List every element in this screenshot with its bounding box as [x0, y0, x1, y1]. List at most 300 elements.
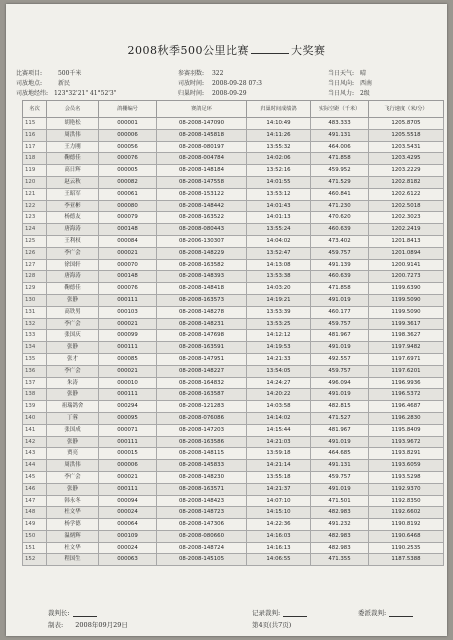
- distance-cell: 460.177: [311, 306, 369, 318]
- arrival-time-cell: 14:21:14: [247, 460, 311, 472]
- signature-line: [283, 616, 307, 617]
- rank-cell: 116: [23, 129, 47, 141]
- arrival-time-cell: 13:55:18: [247, 471, 311, 483]
- loft-number-cell: 000001: [99, 118, 157, 130]
- return-time-value: 2008-09-29: [211, 90, 247, 97]
- rank-cell: 122: [23, 200, 47, 212]
- loft-number-cell: 000082: [99, 176, 157, 188]
- rank-cell: 136: [23, 365, 47, 377]
- arrival-time-cell: 14:01:13: [247, 212, 311, 224]
- rank-cell: 119: [23, 165, 47, 177]
- speed-cell: 1197.6971: [369, 353, 444, 365]
- member-name-cell: 张静: [47, 436, 99, 448]
- race-name-label: 比赛项目:: [16, 70, 43, 77]
- arrival-time-cell: 14:10:49: [247, 118, 311, 130]
- release-time-value: 2008-09-28 07:3: [211, 80, 262, 87]
- wind-force-info: [328, 88, 370, 97]
- arrival-time-cell: 14:15:44: [247, 424, 311, 436]
- distance-cell: 491.139: [311, 259, 369, 271]
- speed-cell: 1193.5298: [369, 471, 444, 483]
- rank-cell: 123: [23, 212, 47, 224]
- distance-cell: 482.983: [311, 507, 369, 519]
- member-name-cell: 张静: [47, 342, 99, 354]
- results-table-body: [23, 118, 444, 566]
- rank-cell: 133: [23, 330, 47, 342]
- loft-number-cell: 000294: [99, 401, 157, 413]
- distance-cell: 491.019: [311, 389, 369, 401]
- column-header: 会员名: [47, 101, 99, 118]
- return-time-label: 归巢时间:: [178, 90, 205, 97]
- member-name-cell: 王昭军: [47, 188, 99, 200]
- loft-number-cell: 000056: [99, 141, 157, 153]
- speed-cell: 1190.8192: [369, 519, 444, 531]
- rank-cell: 127: [23, 259, 47, 271]
- arrival-time-cell: 14:16:03: [247, 530, 311, 542]
- loft-number-cell: 000070: [99, 259, 157, 271]
- ring-number-cell: 08-2008-163587: [157, 389, 247, 401]
- ring-number-cell: 08-2008-148184: [157, 165, 247, 177]
- rank-cell: 152: [23, 554, 47, 566]
- page-title: [6, 42, 447, 58]
- loft-number-cell: 000148: [99, 224, 157, 236]
- speed-cell: 1198.3627: [369, 330, 444, 342]
- rank-cell: 121: [23, 188, 47, 200]
- arrival-time-cell: 13:52:47: [247, 247, 311, 259]
- recorder-label: 记录裁判:: [252, 609, 281, 617]
- ring-number-cell: 08-2008-148229: [157, 247, 247, 259]
- rank-cell: 115: [23, 118, 47, 130]
- table-row: [23, 330, 444, 342]
- member-name-cell: 李广会: [47, 471, 99, 483]
- loft-number-cell: 000015: [99, 448, 157, 460]
- results-sheet: [6, 4, 447, 636]
- loft-number-cell: 000021: [99, 365, 157, 377]
- distance-cell: 491.131: [311, 460, 369, 472]
- member-name-cell: 周洪伟: [47, 460, 99, 472]
- table-row: [23, 165, 444, 177]
- entries-info: [178, 68, 223, 77]
- distance-cell: 491.019: [311, 436, 369, 448]
- table-row: [23, 271, 444, 283]
- rank-cell: 128: [23, 271, 47, 283]
- speed-cell: 1201.8413: [369, 235, 444, 247]
- arrival-time-cell: 13:53:38: [247, 271, 311, 283]
- loft-number-cell: 000076: [99, 283, 157, 295]
- column-header: 鸽棚编号: [99, 101, 157, 118]
- ring-number-cell: 08-2008-163586: [157, 436, 247, 448]
- rank-cell: 145: [23, 471, 47, 483]
- ring-number-cell: 08-2008-148227: [157, 365, 247, 377]
- rank-cell: 126: [23, 247, 47, 259]
- table-row: [23, 401, 444, 413]
- member-name-cell: 贾亮: [47, 448, 99, 460]
- distance-cell: 491.019: [311, 342, 369, 354]
- wind-direction-label: 当日风向:: [328, 80, 355, 87]
- speed-cell: 1199.3617: [369, 318, 444, 330]
- distance-cell: 482.983: [311, 530, 369, 542]
- distance-cell: 491.232: [311, 519, 369, 531]
- arrival-time-cell: 14:04:02: [247, 235, 311, 247]
- loft-number-cell: 000064: [99, 519, 157, 531]
- ring-number-cell: 08-2008-145105: [157, 554, 247, 566]
- distance-cell: 482.983: [311, 542, 369, 554]
- member-name-cell: 鞠德佳: [47, 283, 99, 295]
- table-row: [23, 519, 444, 531]
- ring-number-cell: 08-2008-148393: [157, 271, 247, 283]
- rank-cell: 138: [23, 389, 47, 401]
- speed-cell: 1202.6122: [369, 188, 444, 200]
- distance-cell: 471.501: [311, 495, 369, 507]
- member-name-cell: 李广会: [47, 247, 99, 259]
- distance-cell: 471.858: [311, 153, 369, 165]
- member-name-cell: 温炳辉: [47, 530, 99, 542]
- loft-number-cell: 000084: [99, 235, 157, 247]
- distance-cell: 491.131: [311, 129, 369, 141]
- ring-number-cell: 08-2008-148230: [157, 471, 247, 483]
- loft-number-cell: 000005: [99, 165, 157, 177]
- table-row: [23, 542, 444, 554]
- speed-cell: 1200.9141: [369, 259, 444, 271]
- speed-cell: 1202.8182: [369, 176, 444, 188]
- speed-cell: 1199.5090: [369, 294, 444, 306]
- ring-number-cell: 08-2008-145833: [157, 460, 247, 472]
- distance-cell: 459.952: [311, 165, 369, 177]
- loft-number-cell: 000024: [99, 507, 157, 519]
- ring-number-cell: 08-2008-148423: [157, 495, 247, 507]
- ring-number-cell: 08-2008-080443: [157, 224, 247, 236]
- arrival-time-cell: 13:55:32: [247, 141, 311, 153]
- rank-cell: 118: [23, 153, 47, 165]
- member-name-cell: 王利权: [47, 235, 99, 247]
- member-name-cell: 张静: [47, 294, 99, 306]
- loft-number-cell: 000111: [99, 342, 157, 354]
- committee-signature: [358, 608, 413, 617]
- distance-cell: 464.006: [311, 141, 369, 153]
- table-row: [23, 141, 444, 153]
- table-row: [23, 483, 444, 495]
- member-name-cell: 王力刚: [47, 141, 99, 153]
- speed-cell: 1193.8291: [369, 448, 444, 460]
- member-name-cell: 杨学德: [47, 519, 99, 531]
- ring-number-cell: 08-2008-148278: [157, 306, 247, 318]
- wind-direction-info: [328, 78, 372, 87]
- member-name-cell: 李广会: [47, 318, 99, 330]
- rank-cell: 148: [23, 507, 47, 519]
- member-name-cell: 朱涛: [47, 377, 99, 389]
- speed-cell: 1205.8705: [369, 118, 444, 130]
- rank-cell: 146: [23, 483, 47, 495]
- column-header: 名次: [23, 101, 47, 118]
- speed-cell: 1197.9482: [369, 342, 444, 354]
- arrival-time-cell: 14:24:27: [247, 377, 311, 389]
- arrival-time-cell: 14:15:10: [247, 507, 311, 519]
- ring-number-cell: 08-2008-147951: [157, 353, 247, 365]
- speed-cell: 1196.9936: [369, 377, 444, 389]
- rank-cell: 120: [23, 176, 47, 188]
- loft-number-cell: 000109: [99, 530, 157, 542]
- speed-cell: 1201.0894: [369, 247, 444, 259]
- loft-number-cell: 000111: [99, 483, 157, 495]
- race-name-info: [16, 68, 81, 77]
- table-header-row: [23, 101, 444, 118]
- arrival-time-cell: 13:53:39: [247, 306, 311, 318]
- arrival-time-cell: 14:19:53: [247, 342, 311, 354]
- speed-cell: 1190.6468: [369, 530, 444, 542]
- table-row: [23, 212, 444, 224]
- column-header: 归巢时间成绩鸽: [247, 101, 311, 118]
- ring-number-cell: 08-2008-163571: [157, 483, 247, 495]
- speed-cell: 1196.2830: [369, 412, 444, 424]
- distance-cell: 481.967: [311, 330, 369, 342]
- speed-cell: 1196.4687: [369, 401, 444, 413]
- member-name-cell: 杜文华: [47, 507, 99, 519]
- speed-cell: 1193.6059: [369, 460, 444, 472]
- ring-number-cell: 08-2008-148724: [157, 542, 247, 554]
- signature-line: [389, 616, 413, 617]
- member-name-cell: 周洪伟: [47, 129, 99, 141]
- signature-line: [73, 616, 97, 617]
- table-row: [23, 176, 444, 188]
- arrival-time-cell: 14:03:58: [247, 401, 311, 413]
- column-header: 飞行速度（米/分）: [369, 101, 444, 118]
- committee-label: 委派裁判:: [358, 609, 387, 617]
- arrival-time-cell: 13:54:05: [247, 365, 311, 377]
- loft-number-cell: 000079: [99, 212, 157, 224]
- loft-number-cell: 000021: [99, 471, 157, 483]
- distance-cell: 496.094: [311, 377, 369, 389]
- rank-cell: 150: [23, 530, 47, 542]
- loft-number-cell: 000103: [99, 306, 157, 318]
- table-row: [23, 129, 444, 141]
- speed-cell: 1193.9672: [369, 436, 444, 448]
- table-row: [23, 247, 444, 259]
- rank-cell: 142: [23, 436, 47, 448]
- loft-number-cell: 000063: [99, 554, 157, 566]
- release-place-value: 新民: [57, 80, 70, 87]
- ring-number-cell: 08-2008-148442: [157, 200, 247, 212]
- maker-date: 2008年09月29日: [75, 621, 128, 629]
- table-row: [23, 342, 444, 354]
- speed-cell: 1192.9370: [369, 483, 444, 495]
- ring-number-cell: 08-2008-121283: [157, 401, 247, 413]
- ring-number-cell: 08-2008-148418: [157, 283, 247, 295]
- speed-cell: 1200.7273: [369, 271, 444, 283]
- loft-number-cell: 000006: [99, 460, 157, 472]
- distance-cell: 471.858: [311, 283, 369, 295]
- table-row: [23, 224, 444, 236]
- table-row: [23, 554, 444, 566]
- distance-cell: 491.019: [311, 483, 369, 495]
- speed-cell: 1203.2229: [369, 165, 444, 177]
- member-name-cell: 李亚彬: [47, 200, 99, 212]
- member-name-cell: 韩永冬: [47, 495, 99, 507]
- loft-number-cell: 000111: [99, 436, 157, 448]
- distance-cell: 471.529: [311, 176, 369, 188]
- distance-cell: 459.757: [311, 318, 369, 330]
- ring-number-cell: 08-2008-145818: [157, 129, 247, 141]
- release-coords-info: [16, 88, 117, 97]
- table-row: [23, 259, 444, 271]
- ring-number-cell: 08-2008-148231: [157, 318, 247, 330]
- speed-cell: 1203.4295: [369, 153, 444, 165]
- table-row: [23, 365, 444, 377]
- rank-cell: 132: [23, 318, 47, 330]
- distance-cell: 471.355: [311, 554, 369, 566]
- loft-number-cell: 000111: [99, 294, 157, 306]
- distance-cell: 459.757: [311, 365, 369, 377]
- loft-number-cell: 000094: [99, 495, 157, 507]
- distance-cell: 470.620: [311, 212, 369, 224]
- rank-cell: 135: [23, 353, 47, 365]
- rank-cell: 134: [23, 342, 47, 354]
- wind-force-value: 2级: [359, 90, 370, 97]
- loft-number-cell: 000021: [99, 318, 157, 330]
- maker-label: 制表:: [48, 621, 64, 629]
- arrival-time-cell: 14:14:02: [247, 412, 311, 424]
- arrival-time-cell: 14:19:21: [247, 294, 311, 306]
- rank-cell: 129: [23, 283, 47, 295]
- ring-number-cell: 08-2008-147698: [157, 330, 247, 342]
- arrival-time-cell: 13:53:25: [247, 318, 311, 330]
- ring-number-cell: 08-2008-080197: [157, 141, 247, 153]
- distance-cell: 471.230: [311, 200, 369, 212]
- rank-cell: 144: [23, 460, 47, 472]
- loft-number-cell: 000085: [99, 353, 157, 365]
- weather-info: [328, 68, 366, 77]
- member-name-cell: 程国生: [47, 554, 99, 566]
- ring-number-cell: 08-2008-147306: [157, 519, 247, 531]
- member-name-cell: 祖瑞鸽舍: [47, 401, 99, 413]
- table-row: [23, 153, 444, 165]
- arrival-time-cell: 14:21:03: [247, 436, 311, 448]
- ring-number-cell: 08-2008-164832: [157, 377, 247, 389]
- title-underline: [251, 53, 289, 54]
- ring-number-cell: 08-2008-163591: [157, 342, 247, 354]
- ring-number-cell: 08-2008-147558: [157, 176, 247, 188]
- loft-number-cell: 000024: [99, 542, 157, 554]
- member-name-cell: 张国成: [47, 424, 99, 436]
- column-header: 赛鸽足环: [157, 101, 247, 118]
- race-title: 2008秋季500公里比赛: [127, 44, 249, 57]
- table-row: [23, 377, 444, 389]
- arrival-time-cell: 14:02:06: [247, 153, 311, 165]
- ring-number-cell: 08-2008-148115: [157, 448, 247, 460]
- arrival-time-cell: 14:21:37: [247, 483, 311, 495]
- rank-cell: 151: [23, 542, 47, 554]
- arrival-time-cell: 14:22:36: [247, 519, 311, 531]
- table-row: [23, 353, 444, 365]
- maker-info: [48, 620, 128, 629]
- arrival-time-cell: 13:52:16: [247, 165, 311, 177]
- release-time-label: 司放时间:: [178, 80, 205, 87]
- arrival-time-cell: 14:01:43: [247, 200, 311, 212]
- speed-cell: 1205.5518: [369, 129, 444, 141]
- ring-number-cell: 08-2008-163522: [157, 212, 247, 224]
- release-coords-label: 司放地经纬:: [16, 90, 49, 97]
- member-name-cell: 胡艳松: [47, 118, 99, 130]
- loft-number-cell: 000148: [99, 271, 157, 283]
- table-row: [23, 495, 444, 507]
- member-name-cell: 赵云秋: [47, 176, 99, 188]
- release-place-label: 司放地点:: [16, 80, 43, 87]
- table-row: [23, 294, 444, 306]
- arrival-time-cell: 13:59:18: [247, 448, 311, 460]
- ring-number-cell: 08-2006-130307: [157, 235, 247, 247]
- rank-cell: 137: [23, 377, 47, 389]
- member-name-cell: 张才: [47, 353, 99, 365]
- table-row: [23, 283, 444, 295]
- arrival-time-cell: 14:01:55: [247, 176, 311, 188]
- ring-number-cell: 08-2008-004784: [157, 153, 247, 165]
- rank-cell: 139: [23, 401, 47, 413]
- ring-number-cell: 08-2008-153122: [157, 188, 247, 200]
- loft-number-cell: 000010: [99, 377, 157, 389]
- table-row: [23, 389, 444, 401]
- rank-cell: 130: [23, 294, 47, 306]
- column-header: 实际空距（千米）: [311, 101, 369, 118]
- member-name-cell: 张静: [47, 389, 99, 401]
- weather-value: 晴: [359, 70, 366, 77]
- member-name-cell: 张静: [47, 483, 99, 495]
- wind-force-label: 当日风力:: [328, 90, 355, 97]
- distance-cell: 460.841: [311, 188, 369, 200]
- rank-cell: 140: [23, 412, 47, 424]
- arrival-time-cell: 14:06:55: [247, 554, 311, 566]
- table-row: [23, 412, 444, 424]
- distance-cell: 482.815: [311, 401, 369, 413]
- table-row: [23, 471, 444, 483]
- member-name-cell: 张国庆: [47, 330, 99, 342]
- rank-cell: 143: [23, 448, 47, 460]
- return-time-info: [178, 88, 247, 97]
- table-row: [23, 460, 444, 472]
- distance-cell: 459.757: [311, 247, 369, 259]
- member-name-cell: 高日辉: [47, 165, 99, 177]
- arrival-time-cell: 14:21:33: [247, 353, 311, 365]
- table-row: [23, 507, 444, 519]
- rank-cell: 141: [23, 424, 47, 436]
- arrival-time-cell: 13:55:24: [247, 224, 311, 236]
- rank-cell: 124: [23, 224, 47, 236]
- speed-cell: 1202.5018: [369, 200, 444, 212]
- page-number: 第4页(共7页): [252, 621, 292, 629]
- loft-number-cell: 000061: [99, 188, 157, 200]
- arrival-time-cell: 14:03:20: [247, 283, 311, 295]
- member-name-cell: 丁蓉: [47, 412, 99, 424]
- speed-cell: 1202.3023: [369, 212, 444, 224]
- loft-number-cell: 000111: [99, 389, 157, 401]
- member-name-cell: 李广会: [47, 365, 99, 377]
- table-row: [23, 235, 444, 247]
- table-row: [23, 436, 444, 448]
- ring-number-cell: 08-2008-080660: [157, 530, 247, 542]
- table-row: [23, 118, 444, 130]
- member-name-cell: 徐国轩: [47, 259, 99, 271]
- speed-cell: 1196.5372: [369, 389, 444, 401]
- race-name-value: 500千米: [57, 70, 82, 77]
- speed-cell: 1199.6390: [369, 283, 444, 295]
- ring-number-cell: 08-2008-163573: [157, 294, 247, 306]
- speed-cell: 1187.5388: [369, 554, 444, 566]
- rank-cell: 149: [23, 519, 47, 531]
- release-place-info: [16, 78, 70, 87]
- table-row: [23, 188, 444, 200]
- distance-cell: 459.757: [311, 471, 369, 483]
- rank-cell: 147: [23, 495, 47, 507]
- member-name-cell: 唐海涛: [47, 224, 99, 236]
- arrival-time-cell: 14:12:12: [247, 330, 311, 342]
- loft-number-cell: 000076: [99, 153, 157, 165]
